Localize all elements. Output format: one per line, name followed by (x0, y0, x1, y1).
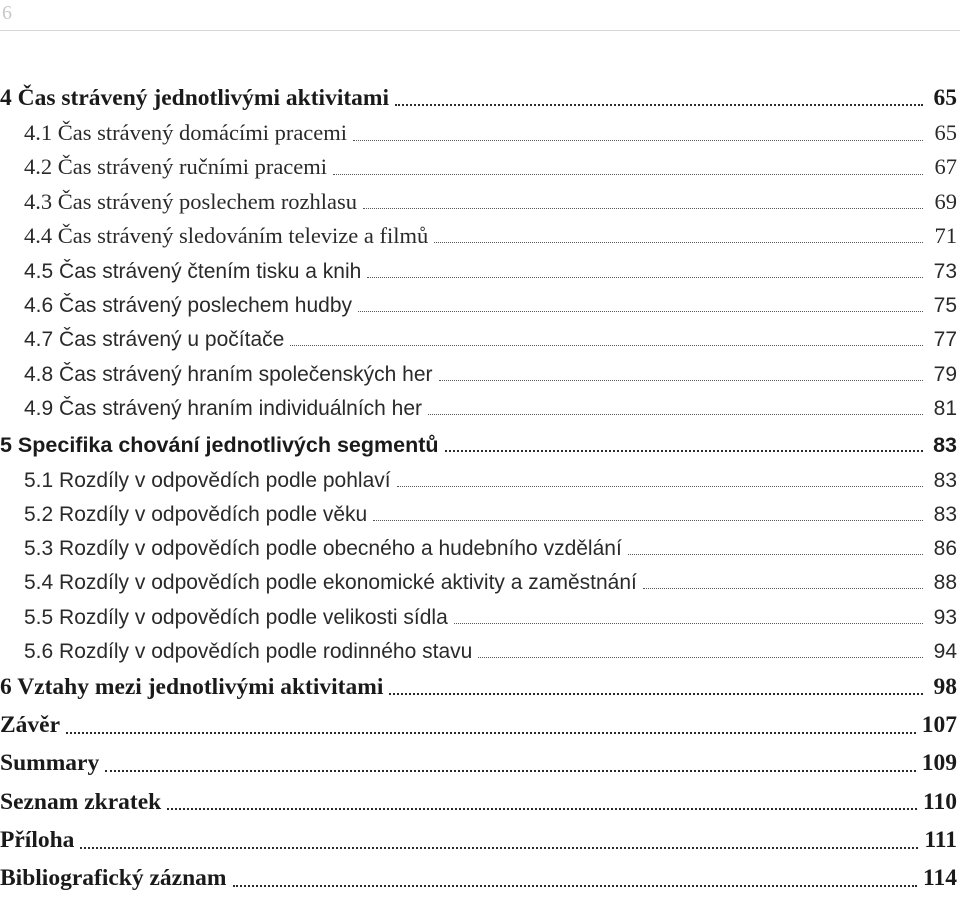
toc-dot-leader (333, 174, 923, 175)
toc-dot-leader (290, 345, 923, 346)
toc-entry-title: Summary (0, 750, 100, 777)
toc-entry-title: 4.9 Čas strávený hraním individuálních her (24, 396, 423, 420)
toc-entry-page-number: 75 (933, 294, 957, 318)
toc-entry[interactable] (0, 824, 960, 858)
toc-entry-title: 5.3 Rozdíly v odpovědích podle obecného a hudebního vzdělání (24, 537, 622, 561)
toc-entry-title: 4.3 Čas strávený poslechem rozhlasu (24, 188, 358, 214)
toc-entry[interactable] (0, 462, 960, 496)
toc-dot-leader (395, 104, 923, 106)
toc-entry[interactable] (0, 709, 960, 743)
toc-dot-leader (233, 885, 918, 887)
toc-entry[interactable] (0, 748, 960, 782)
toc-entry-page-number: 110 (923, 788, 957, 815)
toc-entry-page-number: 93 (933, 605, 957, 629)
toc-entry-title: 4.5 Čas strávený čtením tisku a knih (24, 259, 362, 283)
toc-entry-title: 5.6 Rozdíly v odpovědích podle rodinného stavu (24, 640, 473, 664)
toc-entry-page-number: 83 (933, 468, 957, 492)
toc-dot-leader (643, 588, 923, 589)
toc-dot-leader (389, 693, 923, 695)
toc-entry-page-number: 67 (934, 154, 957, 180)
toc-dot-leader (105, 770, 916, 772)
toc-entry[interactable] (0, 116, 960, 150)
toc-entry-title: 4.7 Čas strávený u počítače (24, 328, 285, 352)
toc-entry-title: 4.6 Čas strávený poslechem hudby (24, 294, 353, 318)
toc-entry-page-number: 79 (933, 362, 957, 386)
toc-entry[interactable] (0, 151, 960, 185)
toc-entry-page-number: 109 (921, 750, 957, 777)
toc-dot-leader (353, 140, 923, 141)
toc-entry[interactable] (0, 671, 960, 705)
toc-entry-page-number: 88 (933, 571, 957, 595)
toc-entry-page-number: 65 (933, 84, 957, 111)
toc-dot-leader (358, 311, 923, 312)
toc-entry[interactable] (0, 82, 960, 116)
table-of-contents (0, 82, 960, 897)
toc-dot-leader (454, 623, 923, 624)
toc-entry[interactable] (0, 565, 960, 599)
toc-dot-leader (66, 732, 916, 734)
toc-dot-leader (445, 450, 924, 452)
toc-entry[interactable] (0, 356, 960, 390)
toc-entry-title: Příloha (0, 827, 75, 854)
toc-dot-leader (478, 657, 923, 658)
toc-entry-page-number: 94 (933, 640, 957, 664)
page-number: 6 (2, 2, 12, 24)
toc-dot-leader (80, 847, 918, 849)
toc-entry-page-number: 81 (933, 396, 957, 420)
toc-entry[interactable] (0, 185, 960, 219)
toc-entry-page-number: 83 (933, 502, 957, 526)
toc-entry-page-number: 86 (933, 537, 957, 561)
toc-entry[interactable] (0, 786, 960, 820)
toc-entry-title: 6 Vztahy mezi jednotlivými aktivitami (0, 673, 384, 700)
toc-dot-leader (439, 380, 923, 381)
toc-entry[interactable] (0, 497, 960, 531)
toc-dot-leader (167, 808, 917, 810)
toc-entry-title: 5.1 Rozdíly v odpovědích podle pohlaví (24, 468, 391, 492)
toc-entry-title: 4.8 Čas strávený hraním společenských her (24, 362, 433, 386)
toc-dot-leader (428, 414, 923, 415)
toc-entry[interactable] (0, 531, 960, 565)
toc-entry-title: 5 Specifika chování jednotlivých segmentů (0, 432, 439, 457)
toc-dot-leader (397, 486, 923, 487)
toc-entry[interactable] (0, 634, 960, 668)
toc-entry[interactable] (0, 219, 960, 253)
toc-entry-page-number: 69 (934, 188, 957, 214)
toc-entry-title: 5.2 Rozdíly v odpovědích podle věku (24, 502, 368, 526)
toc-dot-leader (367, 277, 923, 278)
toc-entry[interactable] (0, 863, 960, 897)
toc-dot-leader (373, 520, 923, 521)
toc-entry[interactable] (0, 391, 960, 425)
header-rule (0, 30, 960, 31)
toc-entry-page-number: 71 (934, 222, 957, 248)
toc-dot-leader (363, 208, 923, 209)
toc-entry-page-number: 83 (933, 432, 957, 457)
toc-entry-title: 5.4 Rozdíly v odpovědích podle ekonomické aktivity a zaměstnání (24, 571, 637, 595)
toc-entry[interactable] (0, 322, 960, 356)
toc-entry-title: 4.4 Čas strávený sledováním televize a filmů (24, 222, 429, 248)
toc-entry[interactable] (0, 288, 960, 322)
toc-entry-page-number: 77 (933, 328, 957, 352)
toc-entry-page-number: 98 (933, 673, 957, 700)
toc-entry[interactable] (0, 253, 960, 287)
toc-entry-title: 5.5 Rozdíly v odpovědích podle velikosti sídla (24, 605, 448, 629)
toc-entry-title: 4.1 Čas strávený domácími pracemi (24, 120, 348, 146)
toc-entry-title: Závěr (0, 712, 61, 739)
toc-dot-leader (628, 554, 923, 555)
toc-entry-page-number: 114 (923, 865, 957, 892)
toc-dot-leader (434, 242, 923, 243)
toc-entry-page-number: 73 (933, 259, 957, 283)
toc-entry-title: 4 Čas strávený jednotlivými aktivitami (0, 84, 390, 111)
toc-entry-page-number: 107 (921, 712, 957, 739)
toc-entry-title: Bibliografický záznam (0, 865, 227, 892)
toc-entry-title: Seznam zkratek (0, 788, 162, 815)
toc-entry-title: 4.2 Čas strávený ručními pracemi (24, 154, 328, 180)
toc-entry-page-number: 111 (924, 827, 957, 854)
toc-entry-page-number: 65 (934, 120, 957, 146)
toc-entry[interactable] (0, 428, 960, 462)
toc-entry[interactable] (0, 599, 960, 633)
